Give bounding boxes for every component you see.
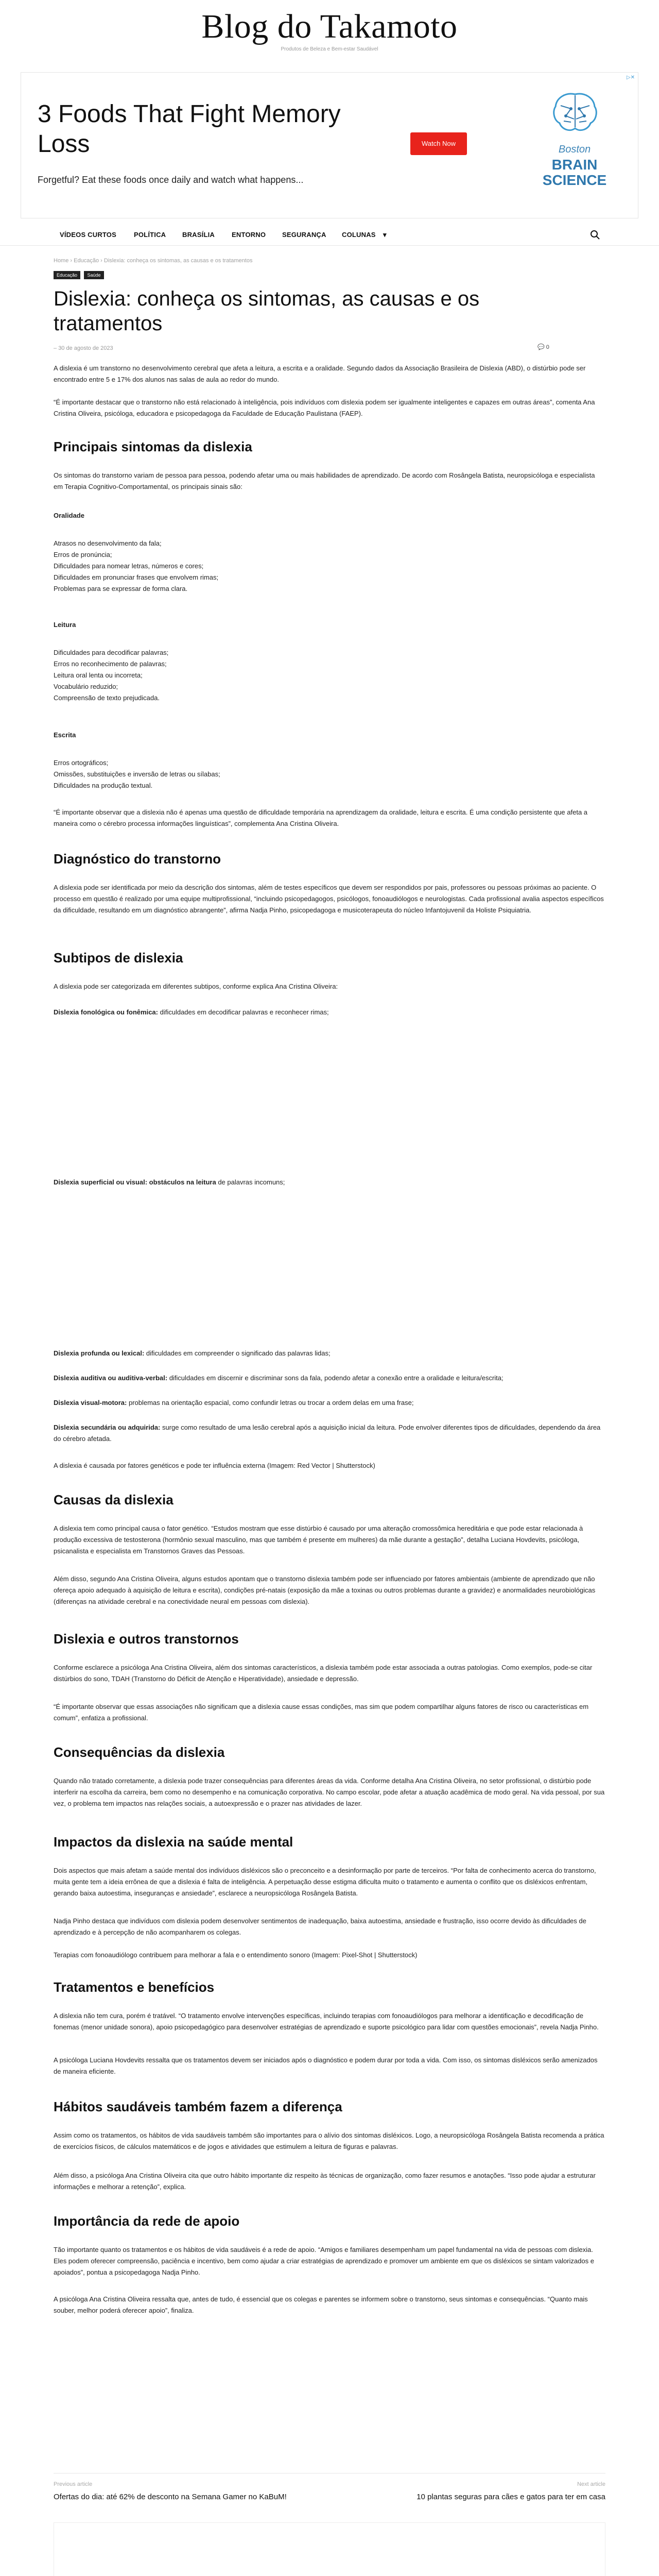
- list-item: Compreensão de texto prejudicada.: [54, 694, 160, 702]
- list-item: Dificuldades para nomear letras, números e cores;: [54, 562, 204, 570]
- list-item: Dificuldades na produção textual.: [54, 782, 153, 789]
- heading-diagnostico: Diagnóstico do transtorno: [54, 851, 221, 867]
- nav-item-brasilia[interactable]: BRASÍLIA: [182, 231, 215, 239]
- paragraph-diagnostico: A dislexia pode ser identificada por meio da descrição dos sintomas, além de testes específicos que devem ser respondidos por pais, professores ou pessoas próximas ao paciente. O processo em questão é realizado por uma equipe multiprofissional, “incluindo psicopedagogos, psicólogos, fonoaudiólogos e neurologistas. Cada profissional avalia aspectos específicos da dificuldade, resultando em um diagnóstico abrangente”, afirma Nadja Pinho, psicopedagoga e musicoterapeuta do núcleo Infantojuvenil da Holiste Psiquiatria.: [54, 884, 604, 914]
- paragraph-tratamentos-1: A dislexia não tem cura, porém é tratável. “O tratamento envolve intervenções específicas, incluindo terapias com fonoaudiólogos para melhorar a identificação e decodificação de fonemas (menor unidade sonora), apoio psicopedagógico para desenvolver estratégias de aprendizado e suporte psicológico para lidar com questões emocionais”, revela Nadja Pinho.: [54, 2012, 599, 2031]
- next-article-link[interactable]: 10 plantas seguras para cães e gatos para ter em casa: [417, 2493, 605, 2501]
- comment-count[interactable]: 💬 0: [537, 344, 549, 350]
- tag-saude[interactable]: Saúde: [84, 271, 103, 279]
- breadcrumb-current: Dislexia: conheça os sintomas, as causas e os tratamentos: [103, 258, 253, 264]
- paragraph-habitos-1: Assim como os tratamentos, os hábitos de vida saudáveis também são importantes para o alívio dos sintomas disléxicos. Logo, a neuropsicóloga Rosângela Batista recomenda a prática de exercícios físicos, de cálculos matemáticos e de jogos e atividades que estimulem a leitura de figuras e palavras.: [54, 2131, 604, 2150]
- nav-item-seguranca[interactable]: SEGURANÇA: [282, 231, 326, 239]
- heading-rede: Importância da rede de apoio: [54, 2213, 240, 2229]
- paragraph-impactos-2: Nadja Pinho destaca que indivíduos com dislexia podem desenvolver sentimentos de inadequação, baixa autoestima, ansiedade e frustração, isso ocorre devido às dificuldades de aprendizado e à percepção de não acompanharem os colegas.: [54, 1917, 586, 1936]
- paragraph-intro-1: A dislexia é um transtorno no desenvolvimento cerebral que afeta a leitura, a escrita e a oralidade. Segundo dados da Associação Brasileira de Dislexia (ABD), o distúrbio pode ser encontrado entre 5 e 17% dos alunos nas salas de aula ao redor do mundo.: [54, 364, 586, 383]
- ad-watch-button[interactable]: Watch Now: [410, 132, 467, 155]
- paragraph-intro-2: “É importante destacar que o transtorno não está relacionado à inteligência, pois indivíduos com dislexia podem ser igualmente inteligentes e capazes em outras áreas”, comenta Ana Cristina Oliveira, psicóloga, educadora e psicopedagoga da Faculdade de Educação Paulistana (FAEP).: [54, 398, 595, 417]
- heading-sintomas: Principais sintomas da dislexia: [54, 439, 252, 454]
- paragraph-outros-1: Conforme esclarece a psicóloga Ana Cristina Oliveira, além dos sintomas característicos, a dislexia também pode estar associada a outras patologias. Como exemplos, pode-se citar distúrbios do sono, TDAH (Transtorno do Déficit de Atenção e Hiperatividade), ansiedade e depressão.: [54, 1664, 593, 1683]
- breadcrumb-category[interactable]: Educação: [74, 258, 99, 264]
- paragraph-tratamentos-2: A psicóloga Luciana Hovdevits ressalta que os tratamentos devem ser iniciados após o diagnóstico e podem durar por toda a vida. Com isso, os sintomas disléxicos serão amenizados de maneira eficiente.: [54, 2056, 598, 2075]
- nav-item-colunas[interactable]: COLUNAS: [342, 231, 376, 239]
- paragraph-consequencias: Quando não tratado corretamente, a dislexia pode trazer consequências para diferentes áreas da vida. Conforme detalha Ana Cristina Oliveira, no setor profissional, o distúrbio pode interferir na escolha da carreira, bem como no desempenho e na comunicação corporativa. No campo escolar, pode afetar a atuação acadêmica de modo geral. Na vida pessoal, por sua vez, o problema tem impactos nas relações sociais, a autoexpressão e o prazer nas atividades de lazer.: [54, 1777, 605, 1807]
- site-tagline: Produtos de Beleza e Bem-estar Saudável: [281, 46, 378, 52]
- heading-tratamentos: Tratamentos e benefícios: [54, 1979, 215, 1995]
- ad-subtitle: Forgetful? Eat these foods once daily and watch what happens...: [38, 175, 304, 185]
- brain-icon: [550, 90, 600, 137]
- heading-outros: Dislexia e outros transtornos: [54, 1631, 239, 1647]
- list-item: Leitura oral lenta ou incorreta;: [54, 671, 143, 679]
- list-item: Atrasos no desenvolvimento da fala;: [54, 539, 162, 547]
- label-escrita: Escrita: [54, 731, 76, 739]
- paragraph-causas-1: A dislexia tem como principal causa o fator genético. “Estudos mostram que esse distúrbio é causado por uma alteração cromossômica hereditária e que pode estar relacionada à produção excessiva de testosterona (hormônio sexual masculino, mas que também é presente em mulheres) da mãe durante a gestação”, detalha Luciana Hovdevits, psicóloga, psicanalista e especialista em Transtornos Graves das Pessoas.: [54, 1524, 583, 1555]
- label-leitura: Leitura: [54, 621, 76, 629]
- subtype-auditiva: Dislexia auditiva ou auditiva-verbal: dificuldades em discernir e discriminar sons da fala, podendo afetar a conexão entre a oralidade e leitura/escrita;: [54, 1374, 504, 1382]
- ad-brand-logo[interactable]: [536, 90, 613, 199]
- subtype-fonologica: Dislexia fonológica ou fonêmica: dificuldades em decodificar palavras e reconhecer rimas;: [54, 1008, 329, 1016]
- ad-title[interactable]: 3 Foods That Fight Memory Loss: [38, 100, 341, 158]
- prev-article-link[interactable]: Ofertas do dia: até 62% de desconto na Semana Gamer no KaBuM!: [54, 2493, 287, 2501]
- heading-causas: Causas da dislexia: [54, 1492, 174, 1507]
- list-item: Vocabulário reduzido;: [54, 683, 118, 690]
- nav-item-politica[interactable]: POLÍTICA: [134, 231, 166, 239]
- list-leitura: [54, 647, 414, 704]
- heading-impactos: Impactos da dislexia na saúde mental: [54, 1834, 293, 1850]
- category-tags: [54, 270, 106, 279]
- ad-placeholder-box: [54, 2522, 605, 2576]
- list-oralidade: [54, 538, 414, 595]
- paragraph-subtipos-intro: A dislexia pode ser categorizada em diferentes subtipos, conforme explica Ana Cristina Oliveira:: [54, 982, 338, 990]
- list-item: Omissões, substituições e inversão de letras ou sílabas;: [54, 770, 220, 778]
- list-escrita: [54, 757, 414, 791]
- ad-brand-line2: BRAIN SCIENCE: [542, 157, 607, 188]
- site-title[interactable]: Blog do Takamoto: [201, 8, 458, 45]
- paragraph-causas-2: Além disso, segundo Ana Cristina Oliveira, alguns estudos apontam que o transtorno dislexia também pode ser influenciado por fatores ambientais (ambiente de aprendizado que não ofereça apoio adequado à aquisição de leitura e escrita), condições pré-natais (exposição da mãe a toxinas ou outros problemas durante a gravidez) e anormalidades neurobiológicas (diferenças na atividade cerebral e na conectividade neural em pessoas com dislexia).: [54, 1575, 596, 1605]
- ad-choices-icon[interactable]: ▷✕: [626, 75, 635, 80]
- subtype-secundaria: Dislexia secundária ou adquirida: surge como resultado de uma lesão cerebral após a aquisição inicial da leitura. Pode envolver diferentes tipos de dificuldades, dependendo da área do cérebro afetada.: [54, 1423, 601, 1443]
- list-item: Dificuldades para decodificar palavras;: [54, 649, 169, 656]
- list-item: Erros ortográficos;: [54, 759, 109, 767]
- paragraph-impactos-1: Dois aspectos que mais afetam a saúde mental dos indivíduos disléxicos são o preconceito e a desinformação por parte de terceiros. “Por falta de conhecimento acerca do transtorno, muita gente tem a ideia errônea de que a dislexia é falta de inteligência. A perpetuação desse estigma dificulta muito o tratamento e aumenta o conflito que os disléxicos enfrentam, gerando baixa autoestima, inseguranças e ansiedade”, esclarece a neuropsicóloga Rosângela Batista.: [54, 1867, 596, 1897]
- breadcrumb-home[interactable]: Home: [54, 258, 69, 264]
- list-item: Dificuldades em pronunciar frases que envolvem rimas;: [54, 573, 219, 581]
- search-icon[interactable]: [590, 230, 600, 240]
- chevron-down-icon[interactable]: ▾: [383, 231, 387, 239]
- paragraph-rede-1: Tão importante quanto os tratamentos e os hábitos de vida saudáveis é a rede de apoio. “Amigos e familiares desempenham um papel fundamental na vida de pessoas com dislexia. Eles podem oferecer compreensão, paciência e incentivo, bem como ajudar a criar estratégias de aprendizado e promover um ambiente em que os disléxicos se sintam valorizados e apoiados”, pontua a psicopedagoga Nadja Pinho.: [54, 2246, 594, 2276]
- nav-item-videos[interactable]: VÍDEOS CURTOS: [60, 231, 116, 239]
- nav-item-entorno[interactable]: ENTORNO: [232, 231, 266, 239]
- breadcrumb: Home › Educação › Dislexia: conheça os sintomas, as causas e os tratamentos: [54, 258, 253, 264]
- paragraph-habitos-2: Além disso, a psicóloga Ana Cristina Oliveira cita que outro hábito importante diz respeito às técnicas de organização, como fazer resumos e anotações. “Isso pode ajudar a estruturar informações e melhorar a retenção”, explica.: [54, 2172, 596, 2191]
- label-oralidade: Oralidade: [54, 512, 84, 519]
- image-caption-impactos: Terapias com fonoaudiólogo contribuem para melhorar a fala e o entendimento sonoro (Imagem: Pixel-Shot | Shutterstock): [54, 1951, 418, 1959]
- nav-divider: [0, 245, 659, 246]
- heading-consequencias: Consequências da dislexia: [54, 1744, 225, 1760]
- next-article-label: Next article: [577, 2481, 605, 2487]
- article-date: – 30 de agosto de 2023: [54, 345, 113, 351]
- ad-brand-line1: Boston: [558, 144, 591, 155]
- paragraph-sintomas-intro: Os sintomas do transtorno variam de pessoa para pessoa, podendo afetar uma ou mais habilidades de aprendizado. De acordo com Rosângela Batista, neuropsicóloga e especialista em Terapia Cognitivo-Comportamental, os principais sinais são:: [54, 471, 595, 490]
- heading-habitos: Hábitos saudáveis também fazem a diferença: [54, 2099, 342, 2114]
- subtype-profunda: Dislexia profunda ou lexical: dificuldades em compreender o significado das palavras lidas;: [54, 1349, 331, 1357]
- list-item: Problemas para se expressar de forma clara.: [54, 585, 188, 592]
- advertisement-banner[interactable]: [21, 72, 638, 218]
- paragraph-rede-2: A psicóloga Ana Cristina Oliveira ressalta que, antes de tudo, é essencial que os colegas e parentes se informem sobre o transtorno, seus sintomas e consequências. “Quanto mais souber, melhor poderá oferecer apoio”, finaliza.: [54, 2295, 588, 2314]
- subtype-superficial: Dislexia superficial ou visual: obstáculos na leitura de palavras incomuns;: [54, 1178, 285, 1186]
- list-item: Erros de pronúncia;: [54, 551, 112, 558]
- tag-educacao[interactable]: Educação: [54, 271, 80, 279]
- prev-article-label: Previous article: [54, 2481, 93, 2487]
- heading-subtipos: Subtipos de dislexia: [54, 950, 183, 965]
- subtype-visual-motora: Dislexia visual-motora: problemas na orientação espacial, como confundir letras ou trocar a ordem delas em uma frase;: [54, 1399, 414, 1406]
- main-navigation: [54, 225, 605, 245]
- list-item: Erros no reconhecimento de palavras;: [54, 660, 167, 668]
- paragraph-outros-2: “É importante observar que essas associações não significam que a dislexia cause essas condições, mas sim que podem compartilhar alguns fatores de risco ou características em comum”, enfatiza a profissional.: [54, 1703, 589, 1722]
- image-caption-subtipos: A dislexia é causada por fatores genéticos e pode ter influência externa (Imagem: Red Vector | Shutterstock): [54, 1462, 375, 1469]
- paragraph-sintomas-quote: “É importante observar que a dislexia não é apenas uma questão de dificuldade temporária na aprendizagem da oralidade, leitura e escrita. É uma condição persistente que afeta a maneira como o cérebro processa informações linguísticas”, complementa Ana Cristina Oliveira.: [54, 808, 588, 827]
- article-title: Dislexia: conheça os sintomas, as causas e os tratamentos: [54, 287, 480, 335]
